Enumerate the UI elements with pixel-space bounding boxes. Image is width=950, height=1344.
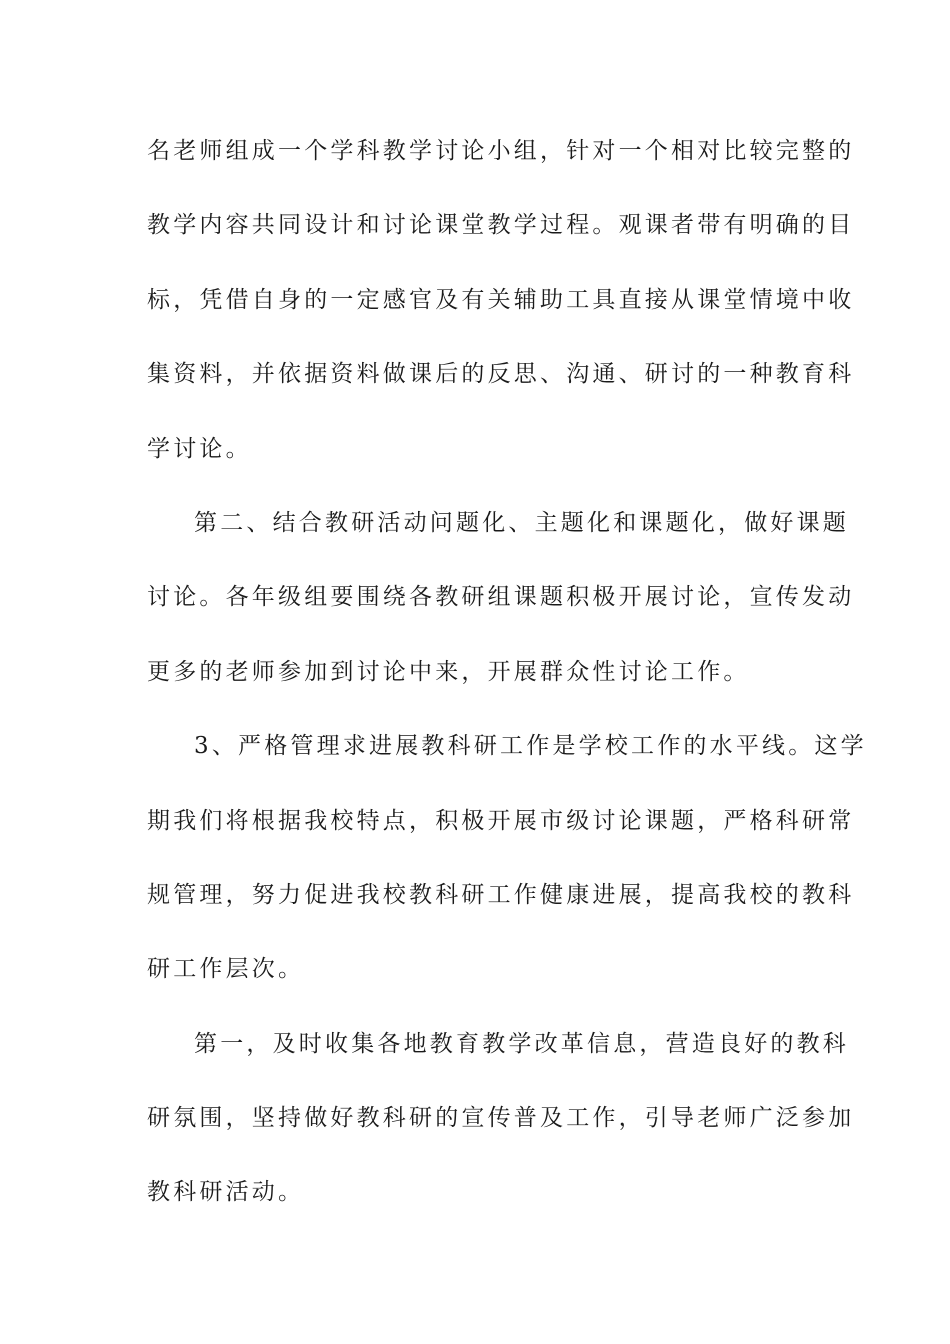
text-line: 名老师组成一个学科教学讨论小组，针对一个相对比较完整的: [147, 138, 855, 164]
paragraph-start-line: 第一，及时收集各地教育教学改革信息，营造良好的教科: [194, 1030, 849, 1057]
text-line: 集资料，并依据资料做课后的反思、沟通、研讨的一种教育科: [147, 361, 855, 388]
body-text: [147, 128, 867, 1244]
text-line: 教学内容共同设计和讨论课堂教学过程。观课者带有明确的目: [147, 212, 855, 239]
text-line: 更多的老师参加到讨论中来，开展群众性讨论工作。: [147, 658, 750, 685]
text-line: 讨论。各年级组要围绕各教研组课题积极开展讨论，宣传发动: [147, 584, 855, 611]
text-line: 学讨论。: [147, 435, 252, 462]
text-line: 期我们将根据我校特点，积极开展市级讨论课题，严格科研常: [147, 807, 855, 834]
text-line: 规管理，努力促进我校教科研工作健康进展，提高我校的教科: [147, 881, 855, 908]
paragraph-start-line: 3、严格管理求进展教科研工作是学校工作的水平线。这学: [194, 733, 867, 760]
text-line: 教科研活动。: [147, 1179, 305, 1206]
text-line: 标，凭借自身的一定感官及有关辅助工具直接从课堂情境中收: [147, 286, 855, 313]
text-line: 研氛围，坚持做好教科研的宣传普及工作，引导老师广泛参加: [147, 1105, 855, 1132]
text-line: 研工作层次。: [147, 956, 305, 983]
paragraph-start-line: 第二、结合教研活动问题化、主题化和课题化，做好课题: [194, 509, 849, 536]
